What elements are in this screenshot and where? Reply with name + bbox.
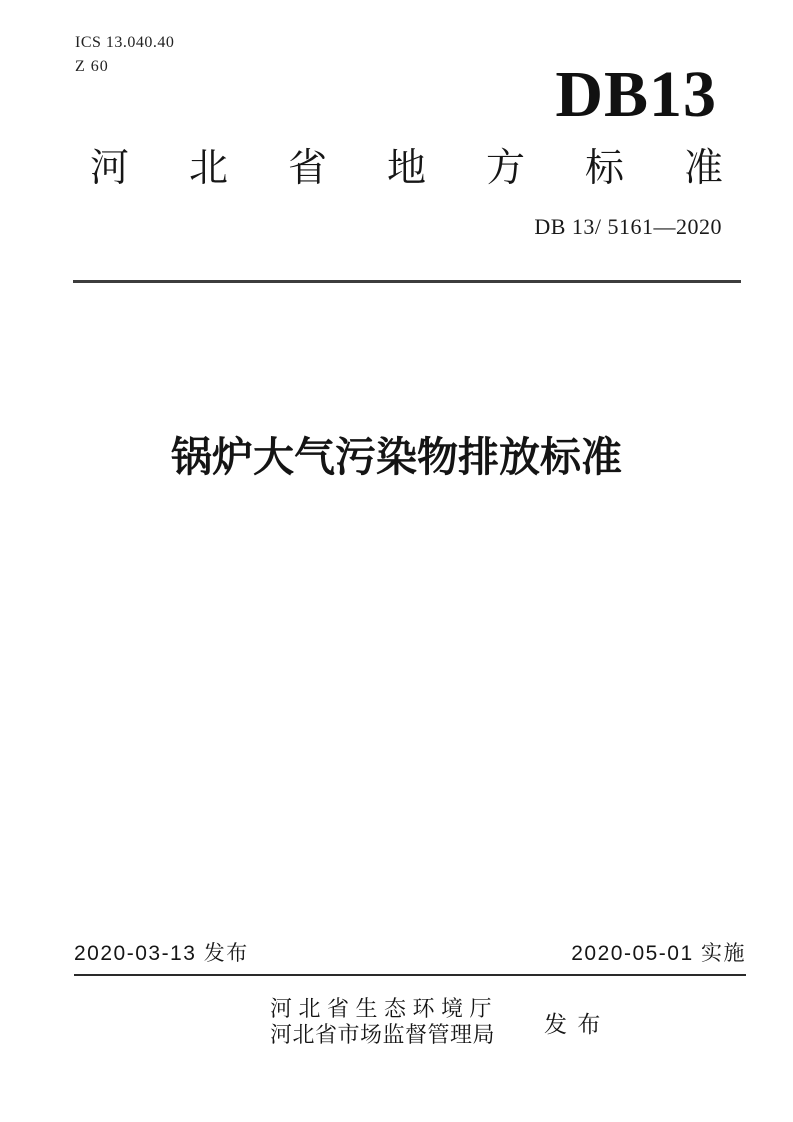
header-divider xyxy=(73,280,741,283)
document-title: 锅炉大气污染物排放标准 xyxy=(171,434,622,480)
classification-code: Z 60 xyxy=(75,58,109,75)
standard-number: DB 13/ 5161—2020 xyxy=(534,214,722,239)
publisher-block xyxy=(270,996,602,1048)
db13-logo: DB13 xyxy=(555,58,717,131)
standard-type-title: 河北省地方标准 xyxy=(90,147,784,190)
issuer-primary: 河北省生态环境厅 xyxy=(270,996,499,1021)
implementation-date: 2020-05-01 实施 xyxy=(571,942,746,965)
release-label: 发 布 xyxy=(544,1010,603,1037)
issuer-secondary: 河北省市场监督管理局 xyxy=(270,1022,496,1047)
ics-code: ICS 13.040.40 xyxy=(75,34,175,51)
issuer-lines xyxy=(270,996,498,1048)
issue-date: 2020-03-13 发布 xyxy=(74,942,249,965)
dates-row xyxy=(74,937,746,976)
